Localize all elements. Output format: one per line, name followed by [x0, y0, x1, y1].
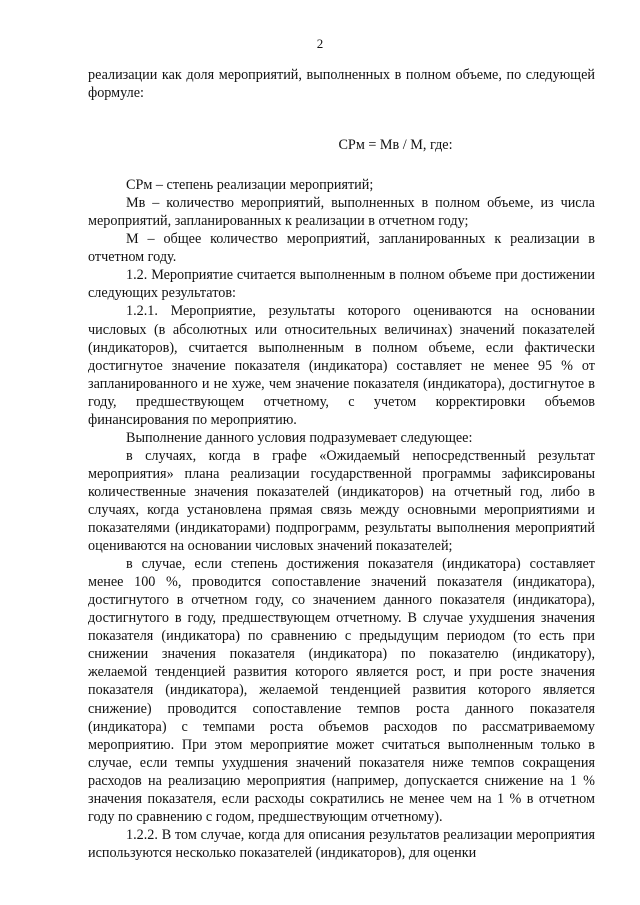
definition-mv: Мв – количество мероприятий, выполненных в полном объеме, из числа мероприятий, запланированных к реализации в отчетном году;	[88, 195, 595, 230]
paragraph-case-numeric: в случаях, когда в графе «Ожидаемый непосредственный результат мероприятия» плана реализации государственной программы зафиксированы количественные значения показателей (индикаторов) на отчетный год, либо в случаях, когда установлена прямая связь между основными мероприятиями и показателями (индикаторами) подпрограмм, результаты выполнения мероприятий оцениваются на основании числовых значений показателей;	[88, 447, 595, 555]
definition-srm: СРм – степень реализации мероприятий;	[126, 177, 374, 194]
document-body	[88, 66, 595, 862]
paragraph-1-2: 1.2. Мероприятие считается выполненным в полном объеме при достижении следующих результатов:	[88, 267, 595, 302]
formula: СРм = Мв / М, где:	[338, 137, 453, 154]
paragraph-case-below-100: в случае, если степень достижения показателя (индикатора) составляет менее 100 %, проводится сопоставление значений показателя (индикатора), достигнутого в отчетном году, со значением данного показателя (индикатора), достигнутого в году, предшествующем отчетному. В случае ухудшения значения показателя (индикатора) по сравнению с предыдущим периодом (то есть при снижении значения показателя (индикатора) по показателю (индикатору), желаемой тенденцией развития которого является рост, и при росте значения показателя (индикатора), желаемой тенденцией развития которого является снижение) проводится сопоставление темпов роста данного показателя (индикатора) с темпами роста объемов расходов по рассматриваемому мероприятию. При этом мероприятие может считаться выполненным только в случае, если темпы ухудшения значений показателя ниже темпов сокращения расходов на реализацию мероприятия (например, допускается снижение на 1 % значения показателя, если расходы сократились не менее чем на 1 % в отчетном году по сравнению с годом, предшествующим отчетному).	[88, 556, 595, 825]
paragraph-condition-intro: Выполнение данного условия подразумевает следующее:	[126, 429, 473, 446]
paragraph-1-2-2: 1.2.2. В том случае, когда для описания результатов реализации мероприятия используются несколько показателей (индикаторов), для оценки	[88, 826, 595, 861]
page-number: 2	[316, 36, 324, 51]
paragraph-1-2-1: 1.2.1. Мероприятие, результаты которого оцениваются на основании числовых (в абсолютных или относительных величинах) значений показателей (индикаторов), считается выполненным в полном объеме, если фактически достигнутое значение показателя (индикатора) составляет не менее 95 % от запланированного и не хуже, чем значение показателя (индикатора), достигнутое в году, предшествующем отчетному, с учетом корректировки объемов финансирования по мероприятию.	[88, 303, 595, 428]
paragraph-continuation: реализации как доля мероприятий, выполненных в полном объеме, по следующей формуле:	[88, 67, 595, 102]
definition-m: М – общее количество мероприятий, запланированных к реализации в отчетном году.	[88, 231, 595, 266]
